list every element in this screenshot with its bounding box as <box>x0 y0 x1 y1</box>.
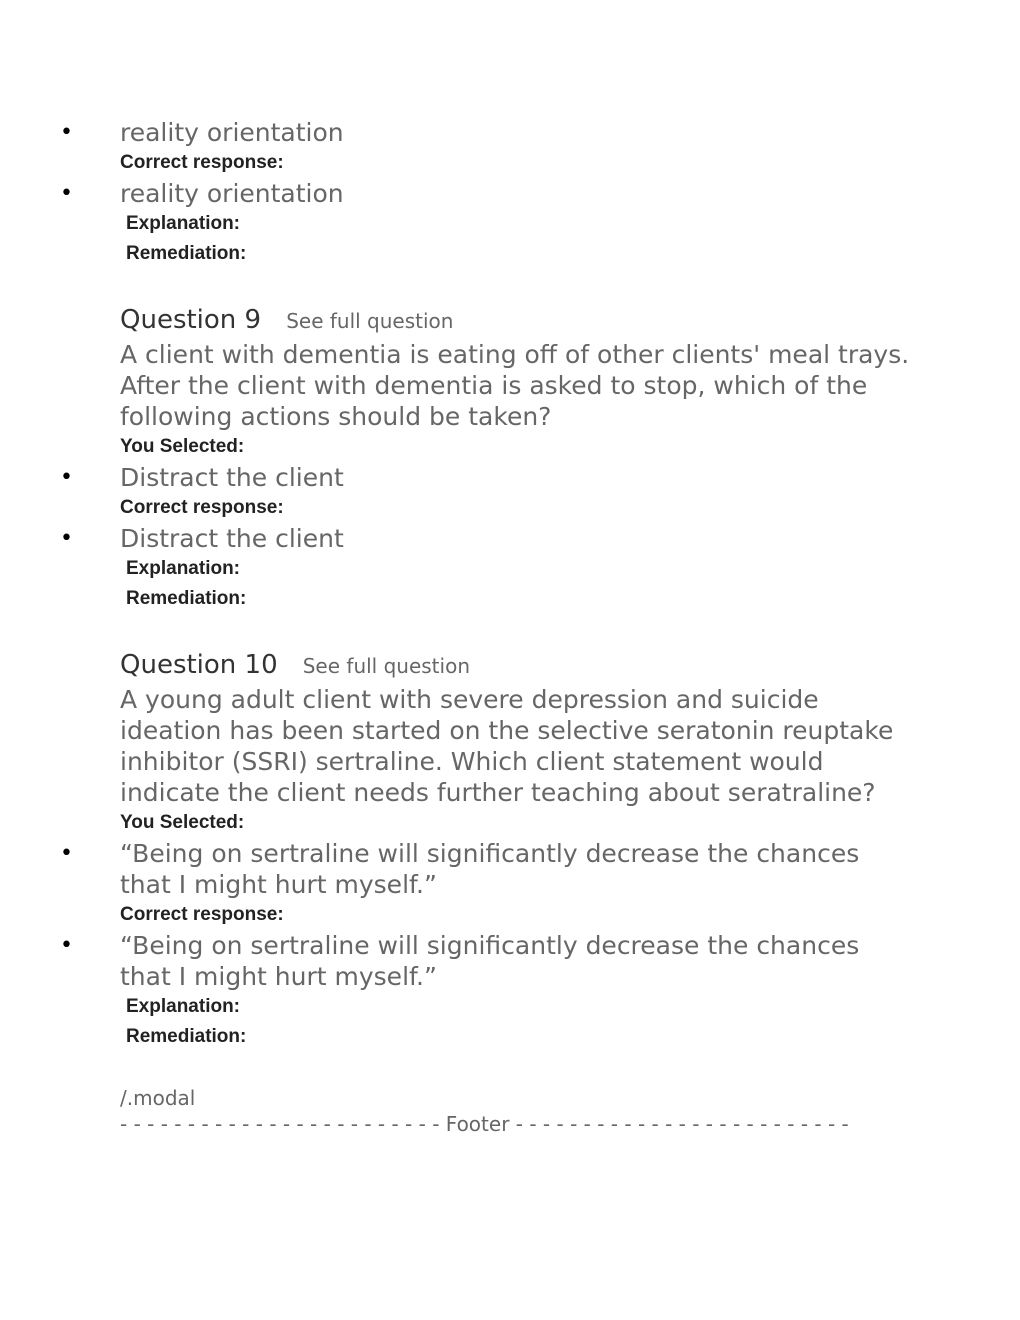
correct-answer-item <box>60 523 910 554</box>
correct-response-label: Correct response: <box>120 904 284 925</box>
selected-answer-item <box>60 838 910 900</box>
previous-question-fragment <box>60 117 910 269</box>
footer-divider: - - - - - - - - - - - - - - - - - - - - - - - - Footer - - - - - - - - - - - - - - - - - - - - - - - - - <box>120 1112 849 1136</box>
bullet-icon: • <box>60 526 73 551</box>
correct-answer-text: reality orientation <box>120 179 344 208</box>
question-text: A young adult client with severe depression and suicide ideation has been started on the selective seratonin reuptake inhibitor (SSRI) sertraline. Which client statement would indicate the client needs further teaching about seratraline? <box>120 685 894 807</box>
selected-answer-text: “Being on sertraline will significantly decrease the chances that I might hurt myself.” <box>120 839 860 899</box>
see-full-question-link[interactable]: See full question <box>286 309 454 333</box>
question-block <box>60 302 910 614</box>
bullet-icon: • <box>60 933 73 958</box>
selected-answer-text: reality orientation <box>120 118 344 147</box>
bullet-icon: • <box>60 120 73 145</box>
correct-answer-item <box>60 178 910 209</box>
correct-answer-text: “Being on sertraline will significantly decrease the chances that I might hurt myself.” <box>120 931 860 991</box>
remediation-label: Remediation: <box>126 1026 247 1047</box>
question-text: A client with dementia is eating off of other clients' meal trays. After the client with dementia is asked to stop, which of the following actions should be taken? <box>120 340 910 431</box>
you-selected-label: You Selected: <box>120 812 245 833</box>
modal-end-comment: /.modal <box>120 1086 196 1110</box>
selected-answer-item <box>60 462 910 493</box>
quiz-results-content <box>60 117 910 1137</box>
you-selected-label: You Selected: <box>120 436 245 457</box>
question-block <box>60 647 910 1052</box>
correct-answer-item <box>60 930 910 992</box>
question-title: Question 9 <box>120 305 262 335</box>
question-header <box>120 647 910 686</box>
correct-response-label: Correct response: <box>120 497 284 518</box>
remediation-label: Remediation: <box>126 243 247 264</box>
selected-answer-item <box>60 117 910 148</box>
bullet-icon: • <box>60 181 73 206</box>
correct-answer-text: Distract the client <box>120 524 344 553</box>
explanation-label: Explanation: <box>126 996 241 1017</box>
selected-answer-text: Distract the client <box>120 463 344 492</box>
remediation-label: Remediation: <box>126 588 247 609</box>
question-title: Question 10 <box>120 650 278 680</box>
bullet-icon: • <box>60 465 73 490</box>
see-full-question-link[interactable]: See full question <box>302 654 470 678</box>
bullet-icon: • <box>60 841 73 866</box>
explanation-label: Explanation: <box>126 213 241 234</box>
explanation-label: Explanation: <box>126 558 241 579</box>
question-header <box>120 302 910 341</box>
correct-response-label: Correct response: <box>120 152 284 173</box>
